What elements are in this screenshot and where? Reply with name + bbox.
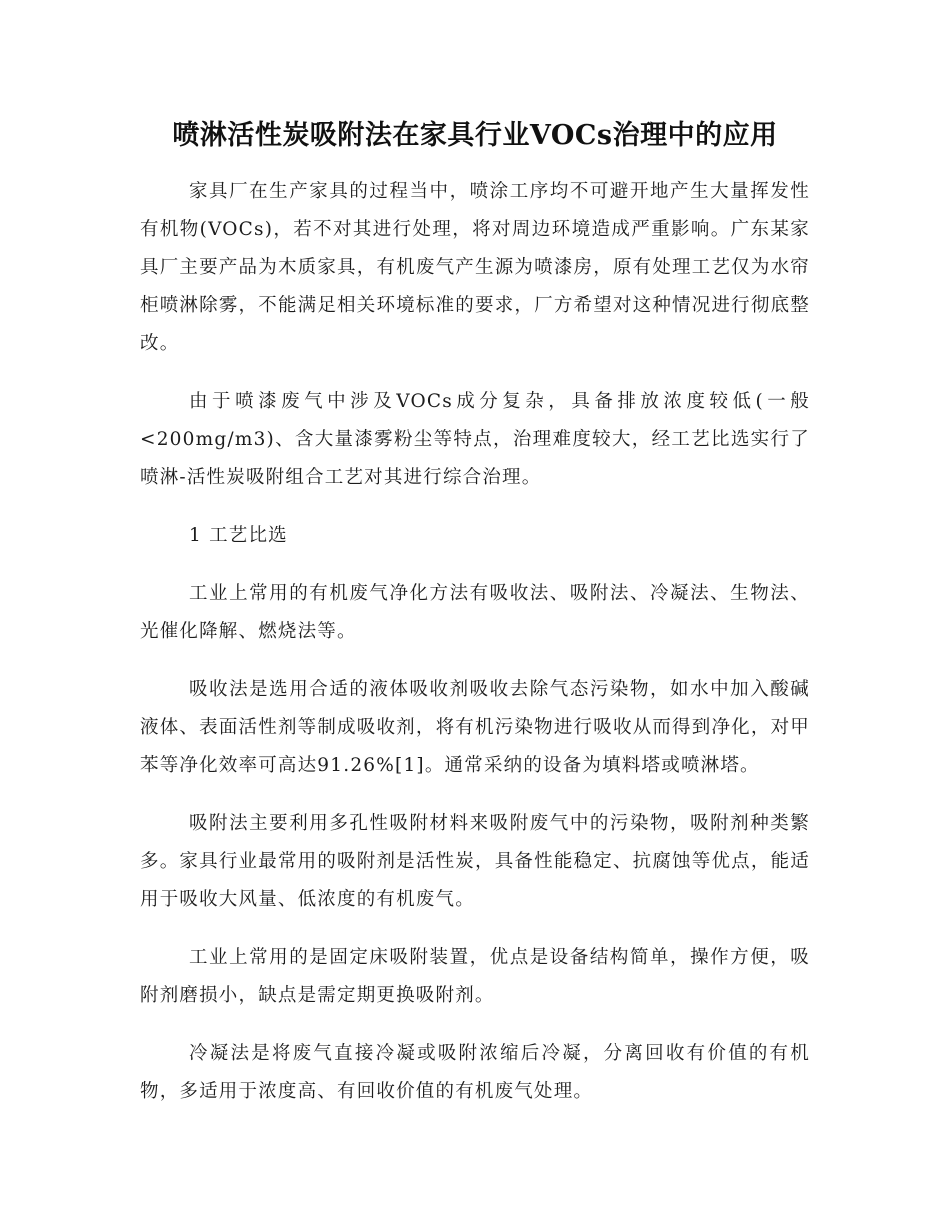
section-heading-process-selection: 1 工艺比选 xyxy=(189,525,288,546)
paragraph-fixed-bed: 工业上常用的是固定床吸附装置，优点是设备结构简单，操作方便，吸附剂磨损小，缺点是需定期更换吸附剂。 xyxy=(140,947,810,1006)
paragraph-background: 由于喷漆废气中涉及VOCs成分复杂，具备排放浓度较低(一般<200mg/m3)、含大量漆雾粉尘等特点，治理难度较大，经工艺比选实行了喷淋-活性炭吸附组合工艺对其进行综合治理。 xyxy=(140,391,810,488)
paragraph-intro: 家具厂在生产家具的过程当中，喷涂工序均不可避开地产生大量挥发性有机物(VOCs)，若不对其进行处理，将对周边环境造成严重影响。广东某家具厂主要产品为木质家具，有机废气产生源为喷漆房，原有处理工艺仅为水帘柜喷淋除雾，不能满足相关环境标准的要求，厂方希望对这种情况进行彻底整改。 xyxy=(140,181,810,354)
paragraph-condensation-method: 冷凝法是将废气直接冷凝或吸附浓缩后冷凝，分离回收有价值的有机物，多适用于浓度高、有回收价值的有机废气处理。 xyxy=(140,1043,810,1102)
paragraph-methods-overview: 工业上常用的有机废气净化方法有吸收法、吸附法、冷凝法、生物法、光催化降解、燃烧法等。 xyxy=(140,583,810,642)
document-title: 喷淋活性炭吸附法在家具行业VOCs治理中的应用 xyxy=(172,120,778,151)
paragraph-adsorption-method: 吸附法主要利用多孔性吸附材料来吸附废气中的污染物，吸附剂种类繁多。家具行业最常用的吸附剂是活性炭，具备性能稳定、抗腐蚀等优点，能适用于吸收大风量、低浓度的有机废气。 xyxy=(140,813,810,910)
paragraph-absorption-method: 吸收法是选用合适的液体吸收剂吸收去除气态污染物，如水中加入酸碱液体、表面活性剂等制成吸收剂，将有机污染物进行吸收从而得到净化，对甲苯等净化效率可高达91.26%[1]。通常采纳的设备为填料塔或喷淋塔。 xyxy=(140,679,810,776)
